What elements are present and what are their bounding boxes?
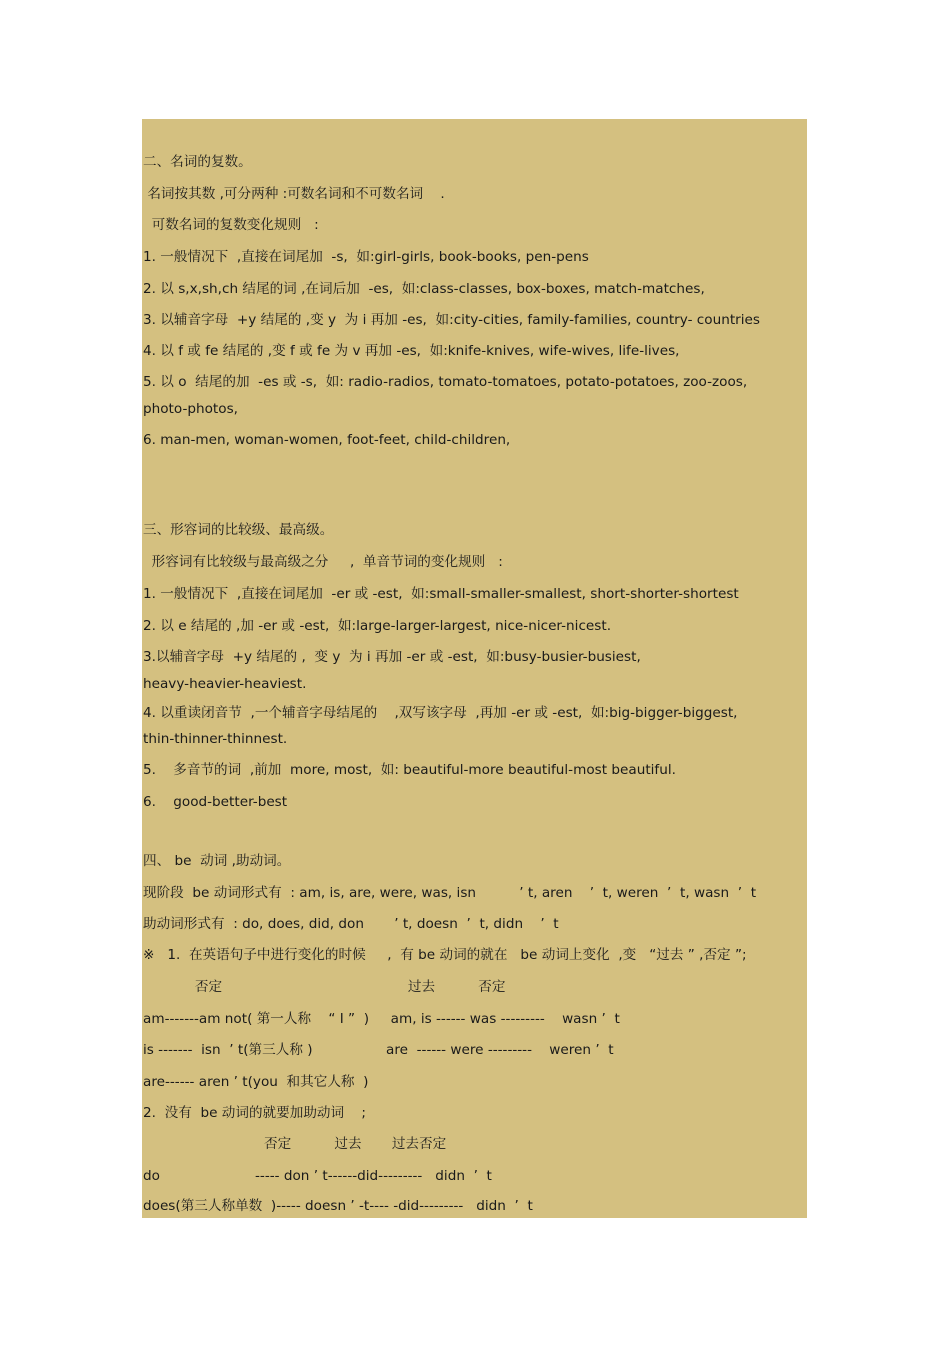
text-line: 5. 多音节的词 ,前加 more, most, 如: beautiful-more beautiful-most beautiful. [143, 762, 676, 778]
text-line: 名词按其数 ,可分两种 :可数名词和不可数名词 . [143, 186, 445, 202]
text-line: 3. 以辅音字母 +y 结尾的 ,变 y 为 i 再加 -es, 如:city-cities, family-families, country- countries [143, 312, 760, 328]
text-line: 否定 过去 否定 [143, 979, 506, 995]
text-line: 6. man-men, woman-women, foot-feet, child-children, [143, 432, 511, 448]
document-page [142, 119, 807, 1218]
text-line: 2. 以 e 结尾的 ,加 -er 或 -est, 如:large-larger-largest, nice-nicer-nicest. [143, 618, 612, 634]
section-heading-be-verb: 四、 be 动词 ,助动词。 [143, 853, 291, 869]
text-line: 否定 过去 过去否定 [143, 1136, 447, 1152]
text-line: does(第三人称单数 )----- doesn ’ -t---- -did--------- didn ’ t [143, 1198, 533, 1214]
text-line: ※ 1. 在英语句子中进行变化的时候 , 有 be 动词的就在 be 动词上变化 ,变 “过去 ” ,否定 ”; [143, 947, 747, 963]
text-line: 可数名词的复数变化规则 : [143, 217, 319, 233]
text-line: are------ aren ’ t(you 和其它人称 ) [143, 1074, 369, 1090]
text-line: am-------am not( 第一人称 “ I ” ) am, is ------ was --------- wasn ’ t [143, 1011, 620, 1027]
text-line: 5. 以 o 结尾的加 -es 或 -s, 如: radio-radios, tomato-tomatoes, potato-potatoes, zoo-zoos, [143, 374, 748, 390]
text-line: thin-thinner-thinnest. [143, 731, 288, 747]
section-heading-noun-plural: 二、名词的复数。 [143, 154, 252, 170]
text-line: do ----- don ’ t------did--------- didn ’ t [143, 1168, 492, 1184]
text-line: photo-photos, [143, 401, 238, 417]
text-line: 助动词形式有 : do, does, did, don ’ t, doesn ’ t, didn ’ t [143, 916, 559, 932]
text-line: 4. 以重读闭音节 ,一个辅音字母结尾的 ,双写该字母 ,再加 -er 或 -est, 如:big-bigger-biggest, [143, 705, 738, 721]
text-line: 1. 一般情况下 ,直接在词尾加 -s, 如:girl-girls, book-books, pen-pens [143, 249, 589, 265]
text-line: heavy-heavier-heaviest. [143, 676, 307, 692]
text-line: 4. 以 f 或 fe 结尾的 ,变 f 或 fe 为 v 再加 -es, 如:knife-knives, wife-wives, life-lives, [143, 343, 680, 359]
text-line: 6. good-better-best [143, 794, 288, 810]
section-heading-adjective-comparison: 三、形容词的比较级、最高级。 [143, 522, 334, 538]
text-line: 现阶段 be 动词形式有 : am, is, are, were, was, isn ’ t, aren ’ t, weren ’ t, wasn ’ t [143, 885, 757, 901]
text-line: 2. 以 s,x,sh,ch 结尾的词 ,在词后加 -es, 如:class-classes, box-boxes, match-matches, [143, 281, 705, 297]
text-line: 3.以辅音字母 +y 结尾的 , 变 y 为 i 再加 -er 或 -est, 如:busy-busier-busiest, [143, 649, 641, 665]
text-line: 形容词有比较级与最高级之分 , 单音节词的变化规则 : [143, 554, 503, 570]
text-line: 2. 没有 be 动词的就要加助动词 ; [143, 1105, 366, 1121]
text-line: is ------- isn ’ t(第三人称 ) are ------ were --------- weren ’ t [143, 1042, 614, 1058]
text-line: 1. 一般情况下 ,直接在词尾加 -er 或 -est, 如:small-smaller-smallest, short-shorter-shortest [143, 586, 739, 602]
